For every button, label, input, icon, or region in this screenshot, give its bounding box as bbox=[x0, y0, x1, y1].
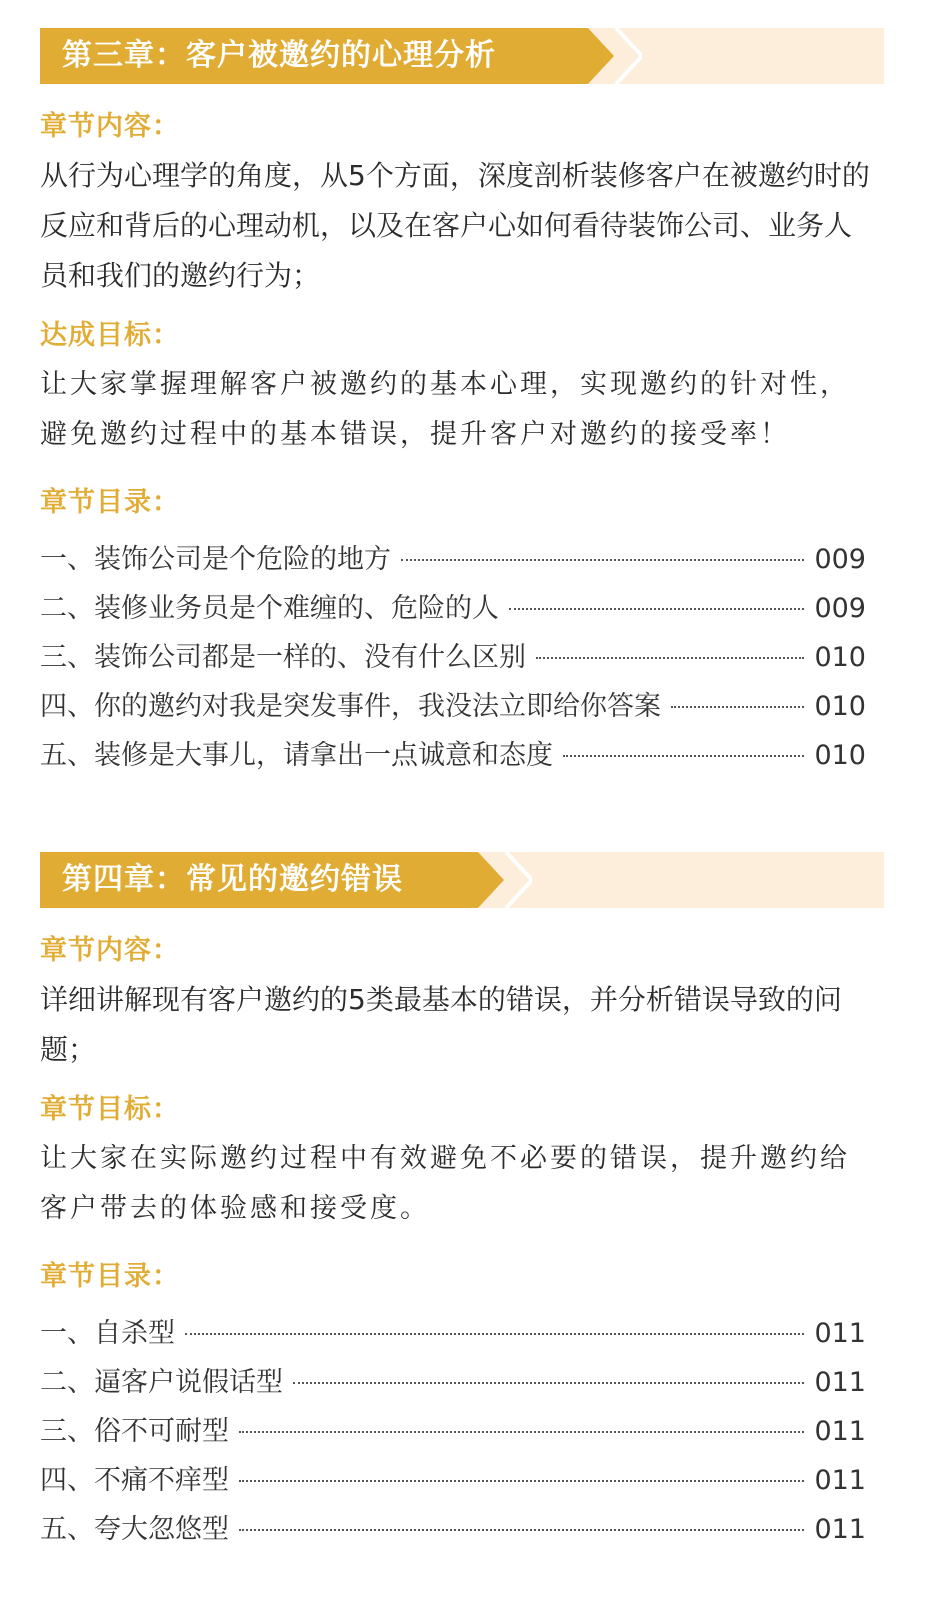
toc-entry-title: 一、装饰公司是个危险的地方 bbox=[40, 544, 391, 575]
toc-entry-page: 010 bbox=[814, 740, 866, 771]
chapter-title: 第三章：客户被邀约的心理分析 bbox=[62, 38, 496, 73]
chapter-4-section bbox=[0, 852, 930, 1556]
table-of-contents bbox=[40, 1311, 866, 1556]
toc-entry-page: 011 bbox=[814, 1416, 866, 1447]
toc-dot-leader bbox=[293, 1382, 804, 1384]
goal-label: 章节目标： bbox=[40, 1094, 180, 1125]
toc-entry-page: 009 bbox=[814, 593, 866, 624]
toc-entry[interactable] bbox=[40, 586, 866, 635]
content-text: 从行为心理学的角度，从5个方面，深度剖析装修客户在被邀约时的反应和背后的心理动机，以及在客户心如何看待装饰公司、业务人员和我们的邀约行为； bbox=[40, 159, 870, 292]
toc-entry-page: 009 bbox=[814, 544, 866, 575]
goal-text: 让大家掌握理解客户被邀约的基本心理，实现邀约的针对性，避免邀约过程中的基本错误，提升客户对邀约的接受率！ bbox=[40, 369, 850, 450]
toc-entry-title: 二、装修业务员是个难缠的、危险的人 bbox=[40, 593, 499, 624]
toc-entry-page: 010 bbox=[814, 642, 866, 673]
toc-dot-leader bbox=[536, 657, 804, 659]
banner-chevron-icon bbox=[502, 852, 532, 908]
toc-entry-title: 五、装修是大事儿，请拿出一点诚意和态度 bbox=[40, 740, 553, 771]
content-text: 详细讲解现有客户邀约的5类最基本的错误，并分析错误导致的问题； bbox=[40, 983, 842, 1066]
toc-entry-title: 二、逼客户说假话型 bbox=[40, 1367, 283, 1398]
toc-entry-page: 011 bbox=[814, 1514, 866, 1545]
toc-entry-title: 三、装饰公司都是一样的、没有什么区别 bbox=[40, 642, 526, 673]
toc-entry[interactable] bbox=[40, 1311, 866, 1360]
toc-dot-leader bbox=[401, 559, 804, 561]
toc-dot-leader bbox=[239, 1431, 804, 1433]
toc-label: 章节目录： bbox=[40, 1261, 180, 1292]
content-label: 章节内容： bbox=[40, 111, 180, 142]
toc-entry-title: 一、自杀型 bbox=[40, 1318, 175, 1349]
toc-entry-title: 四、你的邀约对我是突发事件，我没法立即给你答案 bbox=[40, 691, 661, 722]
toc-entry-title: 五、夸大忽悠型 bbox=[40, 1514, 229, 1545]
toc-label: 章节目录： bbox=[40, 487, 180, 518]
toc-entry[interactable] bbox=[40, 1507, 866, 1556]
toc-dot-leader bbox=[509, 608, 804, 610]
toc-entry-title: 四、不痛不痒型 bbox=[40, 1465, 229, 1496]
toc-entry[interactable] bbox=[40, 1409, 866, 1458]
toc-entry[interactable] bbox=[40, 1458, 866, 1507]
goal-label: 达成目标： bbox=[40, 320, 180, 351]
toc-dot-leader bbox=[185, 1333, 804, 1335]
toc-dot-leader bbox=[239, 1480, 804, 1482]
toc-entry-page: 010 bbox=[814, 691, 866, 722]
goal-text: 让大家在实际邀约过程中有效避免不必要的错误，提升邀约给客户带去的体验感和接受度。 bbox=[40, 1143, 850, 1224]
toc-entry[interactable] bbox=[40, 1360, 866, 1409]
toc-entry-page: 011 bbox=[814, 1465, 866, 1496]
chapter-title: 第四章：常见的邀约错误 bbox=[62, 862, 403, 897]
content-label: 章节内容： bbox=[40, 935, 180, 966]
toc-entry[interactable] bbox=[40, 733, 866, 782]
toc-entry[interactable] bbox=[40, 635, 866, 684]
toc-entry[interactable] bbox=[40, 684, 866, 733]
toc-dot-leader bbox=[239, 1529, 804, 1531]
banner-chevron-icon bbox=[612, 28, 642, 84]
chapter-banner bbox=[40, 852, 884, 908]
toc-dot-leader bbox=[671, 706, 804, 708]
toc-entry[interactable] bbox=[40, 537, 866, 586]
toc-entry-page: 011 bbox=[814, 1367, 866, 1398]
chapter-banner bbox=[40, 28, 884, 84]
toc-entry-page: 011 bbox=[814, 1318, 866, 1349]
chapter-3-section bbox=[0, 28, 930, 782]
table-of-contents bbox=[40, 537, 866, 782]
toc-dot-leader bbox=[563, 755, 804, 757]
toc-entry-title: 三、俗不可耐型 bbox=[40, 1416, 229, 1447]
